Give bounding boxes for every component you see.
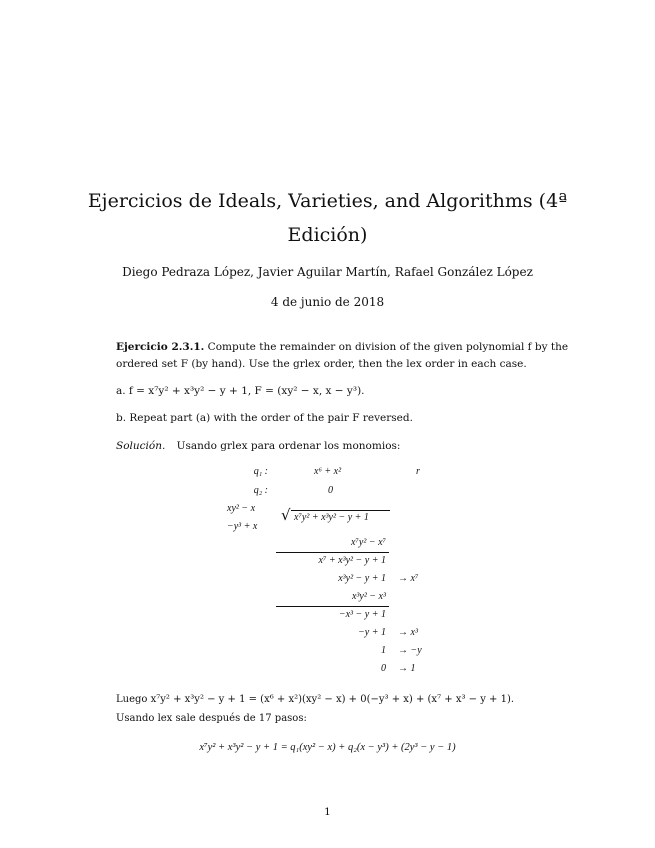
step-expr: −y + 1 [358,627,386,638]
division-bar [291,510,390,511]
dividend: x⁷y² + x³y² − y + 1 [294,512,369,523]
step-remainder: → −y [398,645,422,656]
step-expr: −x³ − y + 1 [338,609,386,620]
q2-label: q₂ : [253,485,268,496]
lex-result: x⁷y² + x³y² − y + 1 = q₁(xy² − x) + q₂(x − y³) + (2y³ − y − 1) [199,742,456,753]
solution-intro-line [116,438,400,455]
q2-value: 0 [328,485,333,496]
date: 4 de junio de 2018 [270,295,385,309]
exercise-statement-line-1 [116,339,568,356]
step-remainder: → x⁷ [398,573,419,584]
exercise-statement-2: ordered set F (by hand). Use the grlex order, then the lex order in each case. [116,358,527,370]
step-expr: x³y² − y + 1 [338,573,386,584]
solution-intro: Usando grlex para ordenar los monomios: [176,440,401,452]
step-rule [276,606,389,607]
division-bracket: √ [281,506,291,524]
authors: Diego Pedraza López, Javier Aguilar Martín, Rafael González López [122,265,533,279]
step-expr: 1 [381,645,386,656]
exercise-part-a: a. f = x⁷y² + x³y² − y + 1, F = (xy² − x, x − y³). [116,385,365,397]
solution-conclusion: Luego x⁷y² + x³y² − y + 1 = (x⁶ + x²)(xy² − x) + 0(−y³ + x) + (x⁷ + x³ − y + 1). [116,694,515,705]
title-line-1: Ejercicios de Ideals, Varieties, and Algorithms (4ª [87,190,568,212]
title-line-2: Edición) [287,224,368,246]
step-expr: x⁷ + x³y² − y + 1 [318,555,386,566]
q1-label: q₁ : [253,466,268,477]
divisor-2: −y³ + x [227,521,258,532]
step-expr: x⁷y² − x⁷ [350,537,386,548]
divisor-1: xy² − x [227,503,256,514]
exercise-statement-1: Compute the remainder on division of the given polynomial f by the [207,341,569,353]
step-expr: 0 [381,663,386,674]
exercise-part-b: b. Repeat part (a) with the order of the pair F reversed. [116,412,413,424]
step-remainder: → 1 [398,663,416,674]
step-expr: x³y² − x³ [351,591,386,602]
page-number: 1 [324,806,331,818]
step-rule [276,552,389,553]
step-remainder: → x³ [398,627,418,638]
exercise-label: Ejercicio 2.3.1. [116,341,205,353]
q1-value: x⁶ + x² [314,466,342,477]
solution-label: Solución. [116,440,166,452]
lex-note: Usando lex sale después de 17 pasos: [116,713,307,724]
remainder-label: r [416,466,420,477]
